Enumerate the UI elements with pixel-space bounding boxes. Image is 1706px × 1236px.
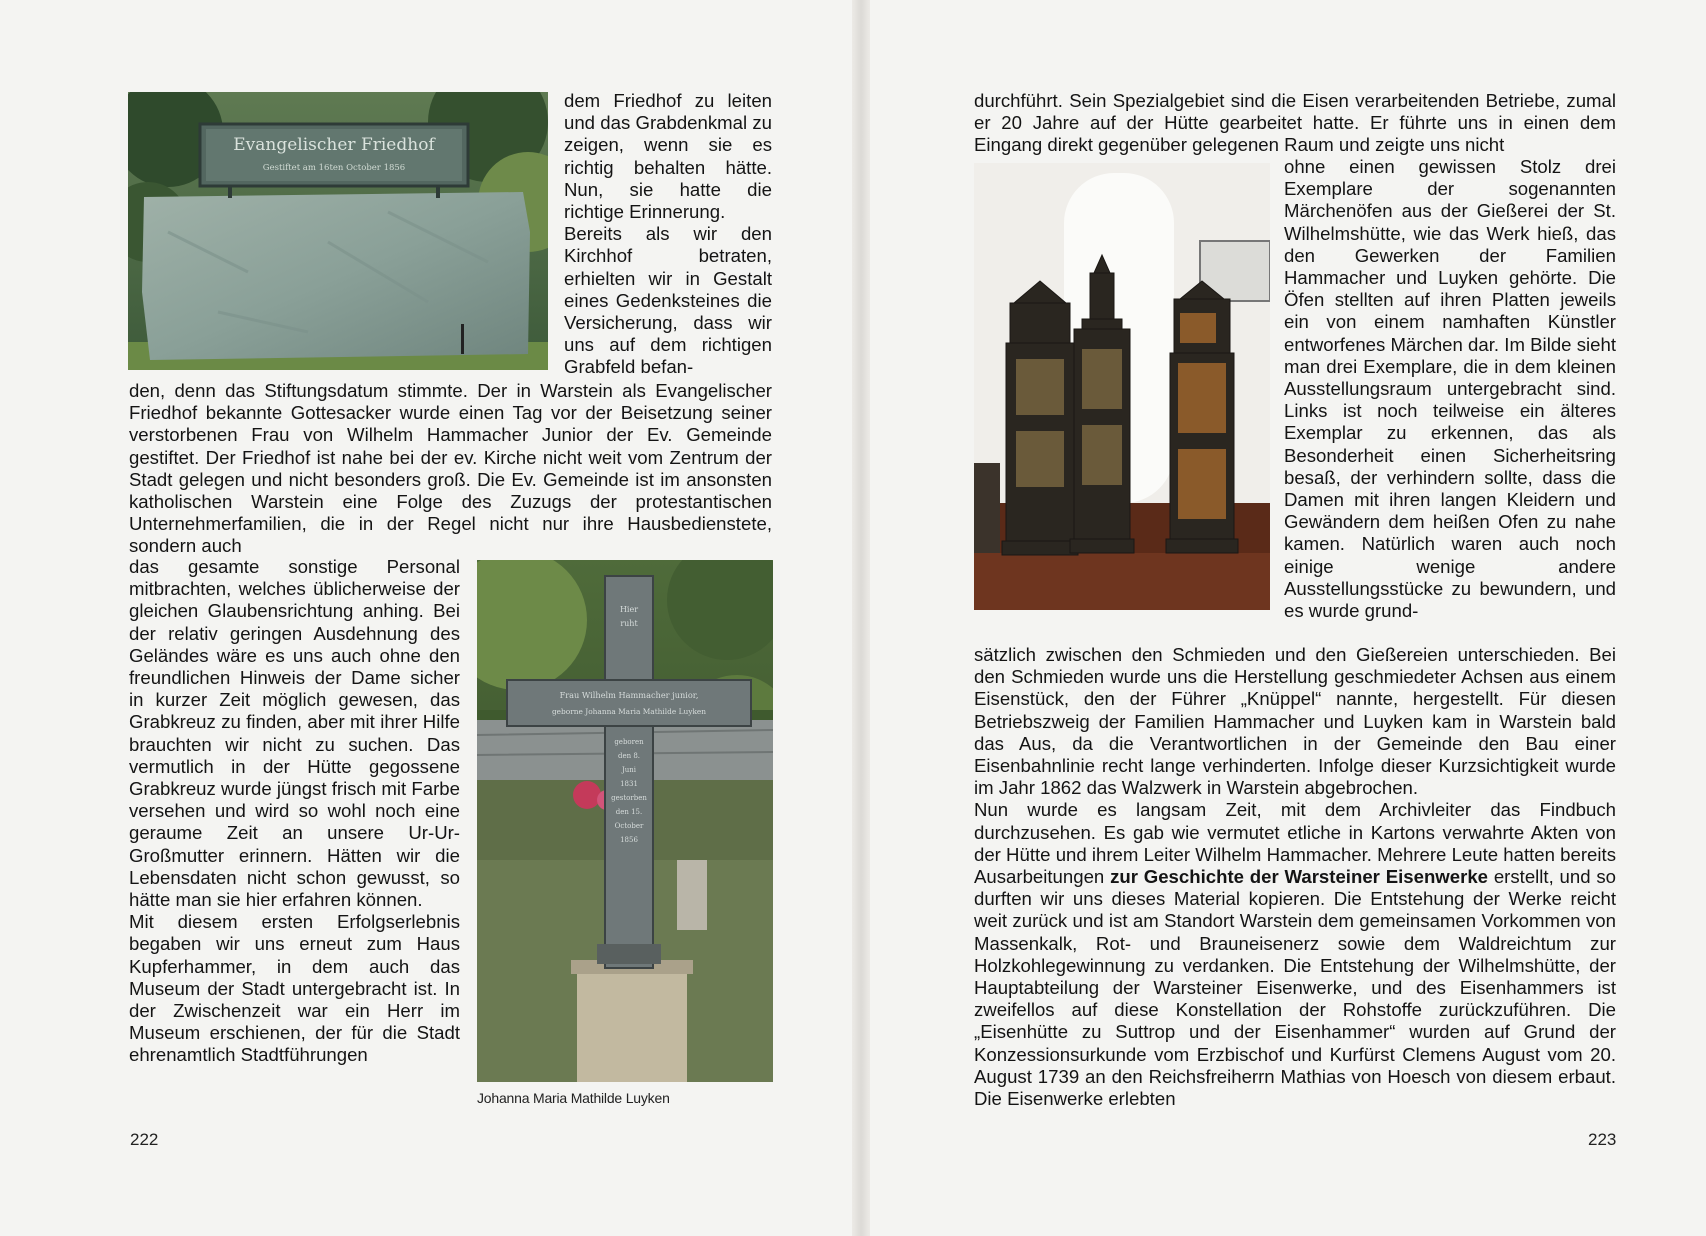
cross-text: ruht	[620, 619, 638, 628]
cross-text: den 8.	[617, 752, 641, 760]
page-number-right: 223	[1588, 1130, 1617, 1149]
book-spine	[852, 0, 870, 1236]
fairy-tale-stoves-illustration	[974, 163, 1270, 610]
paragraph: sätzlich zwischen den Schmieden und den Gießereien unterschieden. Bei den Schmieden wurde uns die Herstellung geschmiedeter Achsen aus einem Eisenstück, den der Führer „Knüppel“ nannte, hergestellt. Für diesen Betriebszweig der Familien Hammacher und Luyken kam in Warstein bald das Aus, da die Verantwortlichen in der Gemeinde den Bau einer Eisenbahnlinie recht lange verhinderten. Infolge dieser Kurzsichtigkeit wurde im Jahr 1862 das Walzwerk in Warstein abgebrochen.	[974, 644, 1616, 799]
cross-text: Juni	[621, 766, 637, 774]
right-text-bottom	[974, 644, 1616, 1110]
right-text-top	[974, 90, 1616, 157]
paragraph: durchführt. Sein Spezialgebiet sind die Eisen verarbeitenden Betriebe, zumal er 20 Jahre auf der Hütte gearbeitet hatte. Er führte uns in einen dem Eingang direkt gegenüber gelegenen Raum und zeigte uns nicht	[974, 90, 1616, 156]
text-run: Nun wurde es langsam Zeit, mit dem Archivleiter das Findbuch durchzusehen. Es gab wie vermutet etliche in Kartons verwahrte Akten von der Hütte und ihrem Leiter Wilhelm Hammacher. Mehrere Leute hatten bereits Ausarbeitungen	[974, 799, 1616, 888]
left-text-lower-left	[129, 556, 460, 1067]
paragraph: dem Friedhof zu leiten und das Grabdenkmal zu zeigen, wenn sie es richtig behalten hätte. Nun, sie hatte die richtige Erinnerung.	[564, 90, 772, 223]
paragraph: den, denn das Stiftungsdatum stimmte. Der in Warstein als Evangelischer Friedhof bekannte Gottesacker wurde einen Tag vor der Beisetzung seiner verstorbenen Frau von Wilhelm Hammacher Junior der Ev. Gemeinde gestiftet. Der Friedhof ist nahe bei der ev. Kirche nicht weit vom Zentrum der Stadt gelegen und nicht besonders groß. Die Ev. Gemeinde ist im ansonsten katholischen Warstein eine Folge des Zuzugs der protestantischen Unternehmerfamilien, die in der Regel nicht nur ihre Hausbedienstete, sondern auch	[129, 380, 772, 557]
bold-phrase: zur Geschichte der Warsteiner Eisenwerke	[1110, 866, 1489, 888]
right-text-beside-photo	[1284, 156, 1616, 622]
text-run: erstellt, und so durften wir uns dieses Material kopieren. Die Entstehung der Werke reicht weit zurück und ist am Standort Warstein dem gemeinsamen Vorkommen von Massenkalk, Rot- und Brauneisenerz sowie dem Waldreichtum zur Holzkohlegewinnung zu verdanken. Die Entstehung der Wilhelmshütte, der Hauptabteilung der Warsteiner Eisenwerke, und des Eisenhammers ist zweifellos auf diese Konstellation der Rohstoffe zurückzuführen. Die „Eisenhütte zu Suttrop und der Eisenhammer“ wurden auf Grund der Konzessionsurkunde vom Erzbischof und Kurfürst Clemens August vom 20. August 1739 an den Reichsfreiherrn Mathias von Hoesch von diesem erbaut. Die Eisenwerke erlebten	[974, 866, 1616, 1110]
grave-cross-photo	[477, 560, 773, 1082]
plaque-title: Evangelischer Friedhof	[233, 135, 435, 155]
cross-text: gestorben	[611, 794, 647, 802]
cemetery-plaque-illustration	[128, 92, 548, 370]
paragraph: ohne einen gewissen Stolz drei Exemplare der sogenannten Märchenöfen aus der Gießerei der St. Wilhelmshütte, wie das Werk hieß, das den Gewerken der Familien Hammacher und Luyken gehörte. Die Öfen stellten auf ihren Platten jeweils ein von einem namhaften Künstler entworfenes Märchen dar. Im Bilde sieht man drei Exemplare, die in dem kleinen Ausstellungsraum untergebracht sind. Links ist noch teilweise ein älteres Exemplar zu erkennen, das als Besonderheit einen Sicherheitsring besaß, der verhindern sollte, dass die Damen mit ihren langen Kleidern und Gewändern dem heißen Ofen zu nahe kamen. Natürlich waren auch noch einige wenige andere Ausstellungsstücke zu bewundern, und es wurde grund-	[1284, 156, 1616, 622]
left-text-upper-right	[564, 90, 772, 379]
photo-caption: Johanna Maria Mathilde Luyken	[477, 1090, 670, 1106]
left-text-middle	[129, 380, 772, 558]
cross-text: geborne Johanna Maria Mathilde Luyken	[551, 707, 707, 716]
left-page	[0, 0, 852, 1236]
plaque-subtitle: Gestiftet am 16ten October 1856	[262, 163, 406, 173]
cross-text: October	[614, 822, 644, 830]
page-number-left: 222	[130, 1130, 159, 1149]
cross-text: geboren	[614, 738, 644, 746]
cross-text: Hier	[619, 605, 639, 614]
paragraph: das gesamte sonstige Personal mitbrachten, welches üblicherweise der gleichen Glaubensrichtung anhing. Bei der relativ geringen Ausdehnung des Geländes wäre es uns auch ohne den freundlichen Hinweis der Dame sicher in kurzer Zeit möglich gewesen, das Grabkreuz zu finden, aber mit ihrer Hilfe brauchten wir nicht zu suchen. Das vermutlich in der Hütte gegossene Grabkreuz wurde jüngst frisch mit Farbe versehen und wird so wohl noch eine geraume Zeit an unsere Ur-Ur-Großmutter erinnern. Hätten wir die Lebensdaten nicht schon gewusst, so hätte man sie hier erfahren können.	[129, 556, 460, 911]
cross-text: 1831	[620, 780, 638, 788]
paragraph: Mit diesem ersten Erfolgserlebnis begaben wir uns erneut zum Haus Kupferhammer, in dem auch das Museum der Stadt untergebracht ist. In der Zwischenzeit war ein Herr im Museum erschienen, der für die Stadt ehrenamtlich Stadtführungen	[129, 911, 460, 1066]
stoves-photo	[974, 163, 1270, 610]
cross-text: den 15.	[615, 808, 643, 816]
grave-cross-illustration	[477, 560, 773, 1082]
paragraph: Bereits als wir den Kirchhof betraten, erhielten wir in Gestalt eines Gedenksteines die Versicherung, dass wir uns auf dem richtigen Grabfeld befan-	[564, 223, 772, 378]
cross-text: 1856	[620, 836, 638, 844]
cemetery-plaque-photo	[128, 92, 548, 370]
paragraph	[974, 799, 1616, 1110]
right-page	[870, 0, 1706, 1236]
cross-text: Frau Wilhelm Hammacher junior,	[559, 690, 699, 700]
